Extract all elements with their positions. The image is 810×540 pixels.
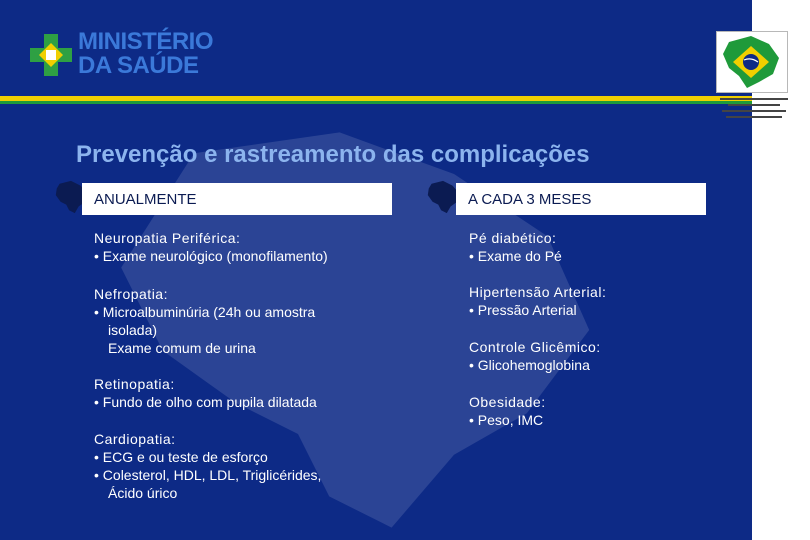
item-line: Exame comum de urina: [108, 340, 256, 356]
list-item: [469, 393, 546, 429]
item-line: • ECG e ou teste de esforço: [94, 449, 268, 465]
list-item: [469, 338, 601, 374]
annual-heading: ANUALMENTE: [94, 191, 197, 208]
list-item: [94, 285, 315, 357]
item-line: isolada): [108, 322, 158, 338]
item-heading: Cardiopatia:: [94, 431, 176, 447]
green-cross-icon: [28, 32, 74, 78]
list-item: [94, 430, 321, 502]
item-heading: Controle Glicêmico:: [469, 339, 601, 355]
item-line: • Peso, IMC: [469, 412, 544, 428]
brazil-flag-icon: [717, 32, 787, 92]
annual-heading-bar: [82, 183, 392, 215]
logo-line-2: DA SAÚDE: [78, 52, 199, 79]
list-item: [469, 283, 606, 319]
badge-caption-decoration: [718, 96, 790, 124]
brazil-flag-badge: [716, 31, 788, 93]
list-item: [469, 229, 562, 265]
item-line: Ácido úrico: [108, 485, 178, 501]
item-heading: Pé diabético:: [469, 230, 557, 246]
green-stripe: [0, 101, 752, 104]
item-heading: Hipertensão Arterial:: [469, 284, 607, 300]
item-line: • Fundo de olho com pupila dilatada: [94, 394, 317, 410]
list-item: [94, 229, 328, 265]
item-heading: Neuropatia Periférica:: [94, 230, 241, 246]
item-line: • Exame do Pé: [469, 248, 562, 264]
item-line: • Colesterol, HDL, LDL, Triglicérides,: [94, 467, 322, 483]
quarterly-heading: A CADA 3 MESES: [468, 191, 592, 208]
quarterly-heading-bar: [456, 183, 706, 215]
item-heading: Nefropatia:: [94, 286, 168, 302]
list-item: [94, 375, 317, 411]
item-line: • Glicohemoglobina: [469, 357, 590, 373]
item-line: • Microalbuminúria (24h ou amostra: [94, 304, 316, 320]
ministerio-logo: [28, 28, 228, 88]
item-line: • Pressão Arterial: [469, 302, 577, 318]
logo-line-1: MINISTÉRIO: [78, 28, 214, 55]
item-heading: Obesidade:: [469, 394, 546, 410]
slide-title: Prevenção e rastreamento das complicações: [76, 141, 590, 168]
item-heading: Retinopatia:: [94, 376, 175, 392]
logo-text: [78, 30, 213, 78]
item-line: • Exame neurológico (monofilamento): [94, 248, 328, 264]
